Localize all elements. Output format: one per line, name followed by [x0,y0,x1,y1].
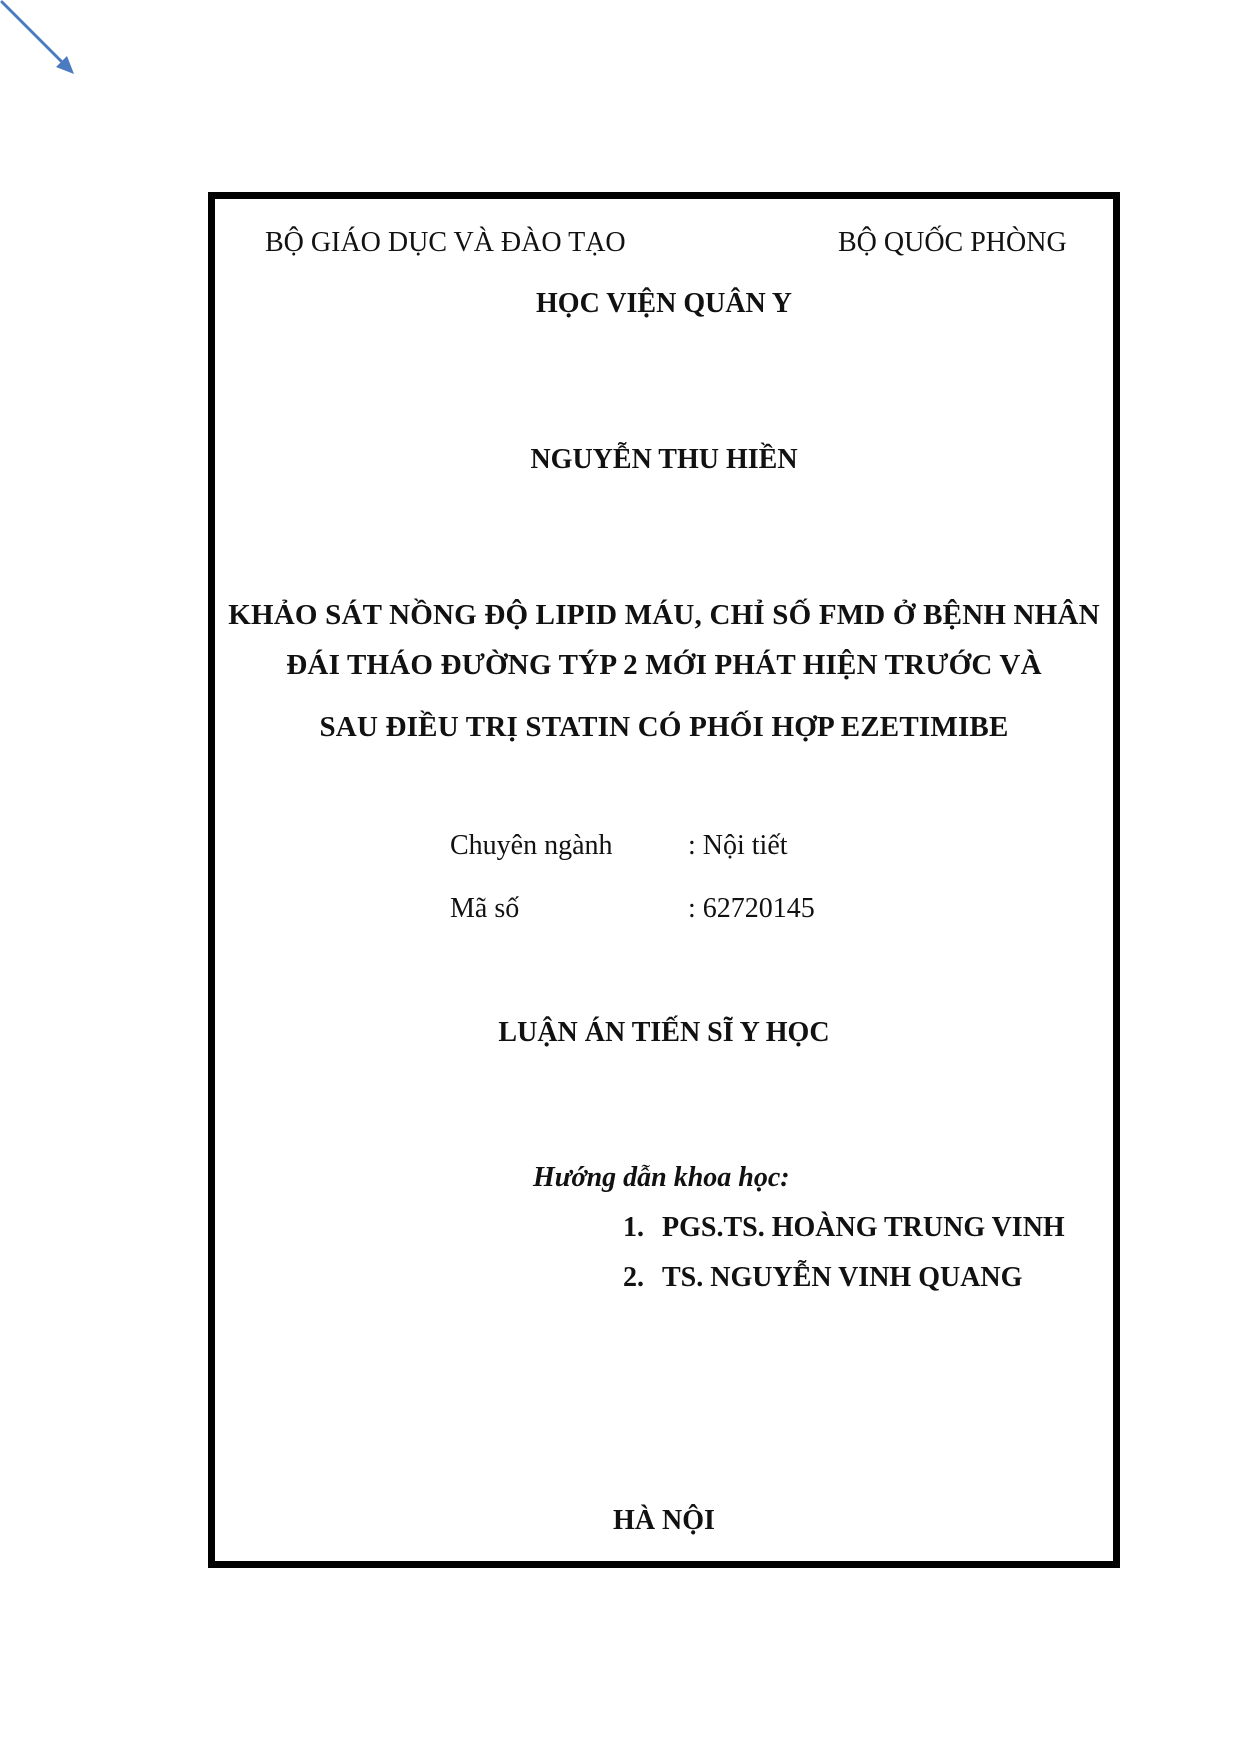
degree-title: LUẬN ÁN TIẾN SĨ Y HỌC [498,1017,830,1048]
advisor-name: TS. NGUYỄN VINH QUANG [662,1262,1023,1293]
thesis-title-line-2: ĐÁI THÁO ĐƯỜNG TÝP 2 MỚI PHÁT HIỆN TRƯỚC VÀ [286,649,1042,681]
author-name: NGUYỄN THU HIỀN [530,444,798,475]
cover-page-frame [208,192,1120,1568]
advisor-name: PGS.TS. HOÀNG TRUNG VINH [662,1212,1065,1243]
specialty-value: : Nội tiết [688,830,788,861]
specialty-label: Chuyên ngành [450,830,613,861]
ministry-education: BỘ GIÁO DỤC VÀ ĐÀO TẠO [265,227,626,258]
thesis-title-line-1: KHẢO SÁT NỒNG ĐỘ LIPID MÁU, CHỈ SỐ FMD Ở BỆNH NHÂN [228,599,1100,631]
code-label: Mã số [450,893,520,924]
ministry-defense: BỘ QUỐC PHÒNG [838,227,1067,258]
advisor-number: 1. [623,1212,644,1243]
arrow-down-right-icon [0,0,90,90]
code-value: : 62720145 [688,893,815,924]
city-name: HÀ NỘI [613,1505,715,1536]
advisors-label: Hướng dẫn khoa học: [533,1162,790,1193]
academy-name: HỌC VIỆN QUÂN Y [536,288,792,319]
advisor-number: 2. [623,1262,644,1293]
thesis-title-line-3: SAU ĐIỀU TRỊ STATIN CÓ PHỐI HỢP EZETIMIBE [319,711,1009,743]
